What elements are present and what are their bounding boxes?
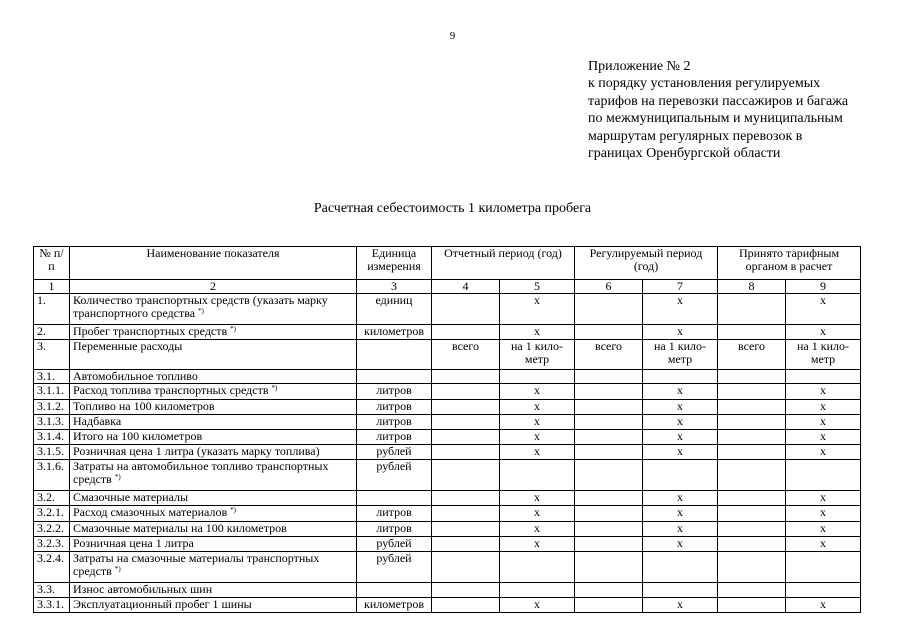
row-unit: литров [357, 430, 432, 445]
row-unit: единиц [357, 294, 432, 325]
footnote-mark: *) [230, 506, 236, 514]
value-cell: x [786, 400, 861, 415]
col-number: 4 [432, 280, 500, 294]
value-cell: x [500, 522, 575, 537]
row-number: 3.1.3. [34, 415, 70, 430]
row-name: Топливо на 100 километров [73, 399, 215, 413]
value-cell [432, 384, 500, 400]
footnote-mark: *) [271, 384, 278, 392]
value-cell [432, 522, 500, 537]
value-cell: x [500, 415, 575, 430]
row-name: Расход смазочных материалов [73, 505, 228, 519]
row-name-cell [70, 400, 357, 415]
value-cell: x [500, 400, 575, 415]
value-cell [432, 430, 500, 445]
row-name: Итого на 100 километров [73, 429, 203, 443]
value-cell [575, 445, 643, 460]
value-cell [575, 370, 643, 384]
value-cell [718, 537, 786, 552]
document-title: Расчетная себестоимость 1 километра пробега [313, 201, 592, 216]
value-cell: x [500, 294, 575, 325]
value-cell [575, 522, 643, 537]
value-cell: на 1 кило-метр [500, 340, 575, 370]
value-cell: x [786, 294, 861, 325]
table-row [34, 384, 861, 400]
row-name: Смазочные материалы [73, 490, 189, 504]
row-number: 3.1.1. [34, 384, 70, 400]
row-name-cell [70, 460, 357, 491]
value-cell [432, 445, 500, 460]
table-header-row [34, 247, 861, 280]
row-name: Автомобильное топливо [73, 369, 198, 383]
row-unit: литров [357, 415, 432, 430]
appendix-line: маршрутам регулярных перевозок в [588, 128, 803, 144]
row-name: Расход топлива транспортных средств [73, 383, 269, 397]
value-cell [718, 598, 786, 613]
row-unit: километров [357, 325, 432, 340]
row-number: 1. [34, 294, 70, 325]
row-unit: рублей [357, 537, 432, 552]
value-cell: x [643, 400, 718, 415]
row-number: 3.1.6. [34, 460, 70, 491]
appendix-block [588, 58, 848, 162]
value-cell: x [643, 598, 718, 613]
row-name-cell [70, 445, 357, 460]
row-name-cell [70, 522, 357, 537]
table-row [34, 491, 861, 506]
row-name: Количество транспортных средств (указать марку транспортного средства [73, 293, 328, 320]
value-cell: x [786, 430, 861, 445]
value-cell [718, 325, 786, 340]
value-cell [575, 537, 643, 552]
row-name-cell [70, 384, 357, 400]
row-name-cell [70, 506, 357, 522]
value-cell: x [500, 445, 575, 460]
value-cell [718, 583, 786, 598]
col-number: 1 [34, 280, 70, 294]
row-name-cell [70, 537, 357, 552]
row-name: Розничная цена 1 литра (указать марку топлива) [73, 444, 320, 458]
value-cell: x [786, 325, 861, 340]
value-cell: x [500, 537, 575, 552]
row-number: 3.2.2. [34, 522, 70, 537]
value-cell [432, 400, 500, 415]
row-name: Розничная цена 1 литра [73, 536, 194, 550]
row-name-cell [70, 370, 357, 384]
value-cell [718, 294, 786, 325]
value-cell: на 1 кило-метр [643, 340, 718, 370]
value-cell [432, 370, 500, 384]
value-cell: x [643, 325, 718, 340]
value-cell [718, 400, 786, 415]
value-cell [432, 506, 500, 522]
value-cell [575, 598, 643, 613]
footnote-mark: *) [114, 473, 121, 481]
value-cell [575, 430, 643, 445]
row-name: Затраты на автомобильное топливо транспортных средств [73, 459, 329, 486]
value-cell [718, 491, 786, 506]
value-cell: всего [575, 340, 643, 370]
value-cell [432, 325, 500, 340]
value-cell [432, 460, 500, 491]
value-cell [718, 522, 786, 537]
value-cell [500, 583, 575, 598]
row-number: 2. [34, 325, 70, 340]
row-unit: литров [357, 506, 432, 522]
row-name-cell [70, 340, 357, 370]
col-number: 7 [643, 280, 718, 294]
value-cell [500, 552, 575, 583]
value-cell: x [786, 445, 861, 460]
value-cell [575, 415, 643, 430]
table-row [34, 370, 861, 384]
row-name-cell [70, 583, 357, 598]
row-unit: литров [357, 400, 432, 415]
row-unit: рублей [357, 460, 432, 491]
row-name-cell [70, 325, 357, 340]
row-unit [357, 491, 432, 506]
header-unit: Единица измерения [357, 247, 432, 280]
row-name: Эксплуатационный пробег 1 шины [73, 597, 252, 611]
value-cell: x [786, 598, 861, 613]
value-cell: x [643, 384, 718, 400]
row-number: 3.3.1. [34, 598, 70, 613]
table-row [34, 430, 861, 445]
value-cell: на 1 кило-метр [786, 340, 861, 370]
value-cell [786, 583, 861, 598]
value-cell: x [500, 598, 575, 613]
col-number: 9 [786, 280, 861, 294]
column-number-row [34, 280, 861, 294]
value-cell [718, 370, 786, 384]
row-name: Надбавка [73, 414, 122, 428]
value-cell [575, 506, 643, 522]
value-cell: всего [718, 340, 786, 370]
value-cell: x [643, 445, 718, 460]
row-unit: километров [357, 598, 432, 613]
value-cell: x [500, 325, 575, 340]
row-unit: рублей [357, 445, 432, 460]
value-cell: x [643, 415, 718, 430]
row-name-cell [70, 598, 357, 613]
value-cell [643, 552, 718, 583]
value-cell [432, 415, 500, 430]
value-cell: x [643, 430, 718, 445]
table-row [34, 400, 861, 415]
row-number: 3.2.4. [34, 552, 70, 583]
value-cell [643, 583, 718, 598]
footnote-mark: *) [198, 307, 204, 315]
table-row [34, 583, 861, 598]
col-number: 6 [575, 280, 643, 294]
value-cell [575, 325, 643, 340]
value-cell: x [500, 430, 575, 445]
value-cell [575, 384, 643, 400]
col-number: 3 [357, 280, 432, 294]
value-cell: x [643, 522, 718, 537]
value-cell: x [786, 537, 861, 552]
row-number: 3.1. [34, 370, 70, 384]
row-unit [357, 583, 432, 598]
table-row [34, 445, 861, 460]
row-name-cell [70, 294, 357, 325]
row-number: 3.2.3. [34, 537, 70, 552]
row-unit: рублей [357, 552, 432, 583]
header-reporting-period: Отчетный период (год) [432, 247, 575, 280]
value-cell: x [786, 522, 861, 537]
value-cell [718, 460, 786, 491]
value-cell [500, 370, 575, 384]
value-cell: x [643, 537, 718, 552]
row-name: Затраты на смазочные материалы транспортных средств [73, 551, 320, 578]
value-cell [718, 415, 786, 430]
value-cell [786, 460, 861, 491]
table-row [34, 598, 861, 613]
value-cell [718, 552, 786, 583]
table-row [34, 506, 861, 522]
value-cell [718, 445, 786, 460]
table-row [34, 522, 861, 537]
value-cell [575, 460, 643, 491]
row-number: 3.1.2. [34, 400, 70, 415]
appendix-line: границах Оренбургской области [588, 146, 781, 162]
value-cell [500, 460, 575, 491]
row-name: Пробег транспортных средств [73, 324, 228, 338]
value-cell [575, 491, 643, 506]
header-name: Наименование показателя [70, 247, 357, 280]
header-regulated-period: Регулируемый период (год) [575, 247, 718, 280]
row-name-cell [70, 552, 357, 583]
row-unit [357, 370, 432, 384]
value-cell [575, 294, 643, 325]
value-cell [432, 491, 500, 506]
row-unit: литров [357, 522, 432, 537]
row-name-cell [70, 415, 357, 430]
value-cell: всего [432, 340, 500, 370]
col-number: 2 [70, 280, 357, 294]
appendix-line: к порядку установления регулируемых [588, 76, 821, 92]
footnote-mark: *) [230, 325, 236, 333]
value-cell: x [643, 491, 718, 506]
value-cell: x [643, 294, 718, 325]
header-accepted: Принято тарифным органом в расчет [718, 247, 861, 280]
row-unit: литров [357, 384, 432, 400]
value-cell [786, 552, 861, 583]
value-cell [786, 370, 861, 384]
col-number: 8 [718, 280, 786, 294]
value-cell [432, 552, 500, 583]
value-cell: x [786, 506, 861, 522]
appendix-line: тарифов на перевозки пассажиров и багажа [588, 93, 849, 109]
value-cell [643, 460, 718, 491]
table-row [34, 340, 861, 370]
value-cell: x [786, 415, 861, 430]
row-number: 3. [34, 340, 70, 370]
value-cell [432, 294, 500, 325]
value-cell [575, 583, 643, 598]
value-cell [575, 400, 643, 415]
value-cell: x [786, 384, 861, 400]
appendix-line: по межмуниципальным и муниципальным [588, 111, 843, 127]
value-cell [432, 583, 500, 598]
value-cell: x [500, 491, 575, 506]
row-name-cell [70, 430, 357, 445]
value-cell: x [786, 491, 861, 506]
value-cell [718, 430, 786, 445]
page-number: 9 [449, 30, 456, 42]
table-row [34, 415, 861, 430]
cost-table [33, 246, 861, 613]
table-row [34, 460, 861, 491]
value-cell: x [643, 506, 718, 522]
table-row [34, 552, 861, 583]
footnote-mark: *) [114, 565, 121, 573]
row-number: 3.1.5. [34, 445, 70, 460]
row-unit [357, 340, 432, 370]
row-name: Переменные расходы [73, 339, 183, 353]
col-number: 5 [500, 280, 575, 294]
row-number: 3.3. [34, 583, 70, 598]
header-num: № п/п [34, 247, 70, 280]
appendix-line: Приложение № 2 [588, 59, 691, 74]
row-name: Смазочные материалы на 100 километров [73, 521, 287, 535]
row-number: 3.2. [34, 491, 70, 506]
value-cell: x [500, 384, 575, 400]
value-cell [718, 384, 786, 400]
row-number: 3.2.1. [34, 506, 70, 522]
row-number: 3.1.4. [34, 430, 70, 445]
value-cell [643, 370, 718, 384]
row-name-cell [70, 491, 357, 506]
value-cell [718, 506, 786, 522]
table-row [34, 294, 861, 325]
value-cell [575, 552, 643, 583]
table-row [34, 537, 861, 552]
row-name: Износ автомобильных шин [73, 582, 213, 596]
value-cell [432, 598, 500, 613]
value-cell: x [500, 506, 575, 522]
table-row [34, 325, 861, 340]
value-cell [432, 537, 500, 552]
